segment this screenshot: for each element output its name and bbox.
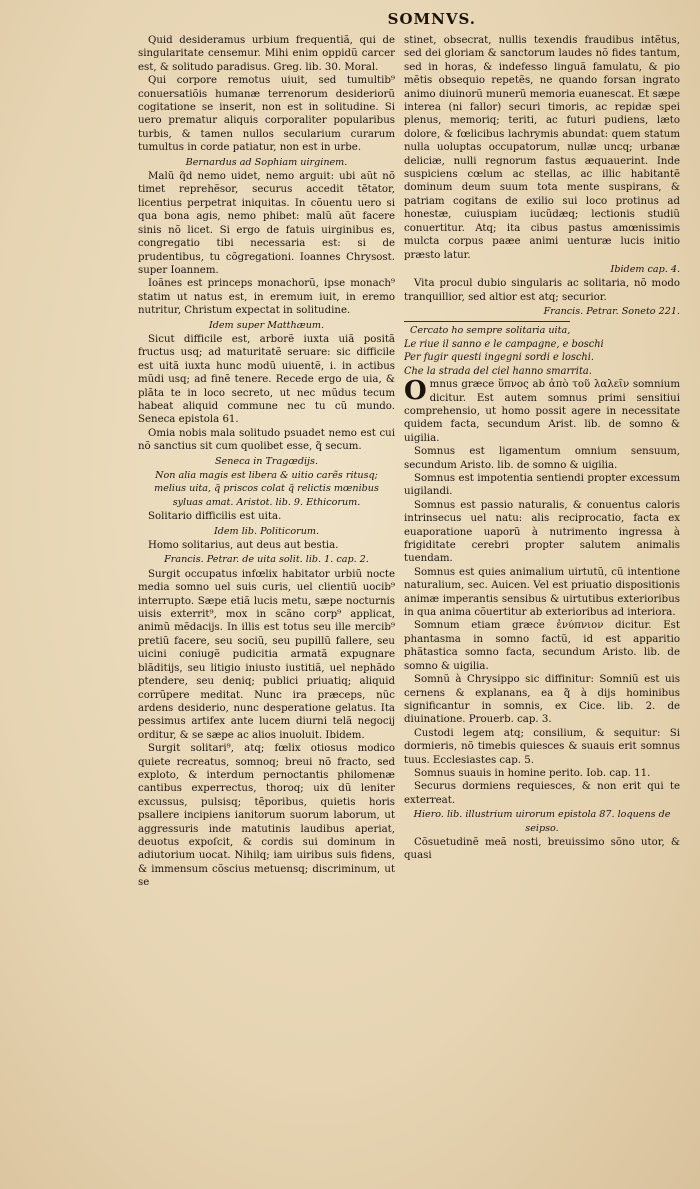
divider <box>404 321 570 322</box>
source-citation: Cercato ho sempre solitaria uita, <box>410 324 571 336</box>
paragraph: Malũ q̃d nemo uidet, nemo arguit: ubi aũt nõ timet reprehẽsor, securus accedit tẽtator, licentius perpetrat iniquitas. In cõuentu uero si qua bona agis, nemo phibet: malũ aũt facere sinis nõ licet. Si ergo de fatuis uirginibus es, congregatio tibi necessaria est: si de prudentibus, tu cõgregationi. Ioannes Chrysost. super Ioannem. <box>138 171 395 276</box>
paragraph: Somnus est impotentia sentiendi propter excessum uigilandi. <box>404 473 680 498</box>
right-column <box>404 34 680 1064</box>
paragraph-text: mnus græce ὕπνος ab ἀπὸ τοῦ λαλεῖν somnium dicitur. Est autem somnus primi sensitiui comprehensio, ut homo possit agere in necessitate quidem facta, secundum Arist. lib. de somno & uigilia. <box>404 379 680 444</box>
paragraph: Custodi legem atq; consilium, & sequitur: Si dormieris, nõ timebis quiesces & suauis erit somnus tuus. Ecclesiastes cap. 5. <box>404 727 680 766</box>
paragraph: Omia nobis mala solitudo psuadet nemo est cui nõ sanctius sit cum quolibet esse, q̃ secum. <box>138 427 395 453</box>
source-citation: Bernardus ad Sophiam uirginem. <box>185 156 348 168</box>
verse-line: Le riue il sanno e le campagne, e boschi <box>404 338 604 350</box>
source-citation: Idem lib. Politicorum. <box>213 525 320 537</box>
paragraph: Qui corpore remotus uiuit, sed tumultib⁹ conuersatiõis humanæ terrenorum desideriorũ cogitatione se inserit, non est in solitudine. Si uero prematur aliquis corporaliter popularibus turbis, & tamen nullos secularium curarum tumultus in corde patiatur, non est in urbe. <box>138 75 395 154</box>
paragraph: Somnũ à Chrysippo sic diffinitur: Somniũ est uis cernens & explanans, ea q̃ à dijs hominibus significantur in somnis, ex Cice. lib. 2. de diuinatione. Prouerb. cap. 3. <box>404 674 680 726</box>
paragraph: Vita procul dubio singularis ac solitaria, nõ modo tranquillior, sed altior est atq; securior. <box>404 278 680 303</box>
left-column <box>138 34 395 1064</box>
source-citation: Ibidem cap. 4. <box>610 263 680 275</box>
paragraph: Ioãnes est princeps monachorũ, ipse monach⁹ statim ut natus est, in eremum iuit, in eremo nutritur, Christum expectat in solitudine. <box>138 278 395 317</box>
verse-line: Che la strada del ciel hanno smarrita. <box>404 365 592 377</box>
paragraph: Somnus est quies animalium uirtutũ, cũ intentione naturalium, sec. Auicen. Vel est priuatio dispositionis animæ imperantis sensibus & uirtutibus exterioribus in qua anima cõuertitur ab exterioribus ad interiora. <box>404 566 680 619</box>
paragraph: Homo solitarius, aut deus aut bestia. <box>148 540 339 552</box>
verse-line: Per fugir questi ingegni sordi e loschi. <box>404 352 594 364</box>
page-header <box>0 8 700 32</box>
running-title: SOMNVS. <box>387 10 476 28</box>
paragraph: Somnus suauis in homine perito. Iob. cap. 11. <box>414 767 651 779</box>
paragraph: Sicut difficile est, arborẽ iuxta uiã positã fructus usq; ad maturitatẽ seruare: sic difficile est uitã iuxta hunc modũ uiuentẽ, i. in actibus mũdi usq; ad finẽ tenere. Recede ergo de uia, & plãta te in loco secreto, ut nec mũdus tecum habeat aliquid commune nec tu cũ mundo. Seneca epistola 61. <box>138 333 395 426</box>
source-citation: Non alia magis est libera & uitio carẽs ritusq; melius uita, q̃ priscos colat q̃ relictis mœnibus syluas amat. Aristot. lib. 9. Ethicorum. <box>154 470 379 508</box>
paragraph: Somnum etiam græce ἐνύπνιον dicitur. Est phantasma in somno factũ, id est apparitio phãtastica somno facta, secundum Aristo. lib. de somno & uigilia. <box>404 620 680 672</box>
source-citation: Hiero. lib. illustrium uirorum epistola 87. loquens de seipso. <box>413 809 671 834</box>
drop-capital: O <box>404 376 427 407</box>
paragraph: Cõsuetudinẽ meã nosti, breuissimo sõno utor, & quasi <box>404 836 680 862</box>
source-citation: Francis. Petrar. de uita solit. lib. 1. cap. 2. <box>164 554 369 566</box>
paragraph: Somnus est ligamentum omnium sensuum, secundum Aristo. lib. de somno & uigilia. <box>404 446 680 471</box>
source-citation: Idem super Matthæum. <box>208 319 325 331</box>
paragraph: Somnus est passio naturalis, & conuentus caloris intrinsecus uel natu: alis reciprocatio, facta ex euaporatione uaporũ à nutrimento ingressa à frigiditate cerebri propter salutem animalis tuendam. <box>404 499 680 565</box>
paragraph: Quid desideramus urbium frequentiã, qui de singularitate censemur. Mihi enim oppidũ carcer est, & solitudo paradisus. Greg. lib. 30. Moral. <box>138 35 395 73</box>
section-opening-paragraph <box>404 378 680 445</box>
paragraph: Securus dormiens requiesces, & non erit qui te exterreat. <box>404 781 680 806</box>
source-citation: Francis. Petrar. Soneto 221. <box>543 306 680 318</box>
paragraph: stinet, obsecrat, nullis texendis fraudibus intẽtus, sed dei gloriam & sanctorum laudes nõ fides tantum, sed in horas, & indefesso linguã famulatu, & pio mẽtis obsequio repetẽs, ne quando forsan ingrato animo diuinorũ munerũ memoria euanescat. Et sæpe interea (ni fallor) securi timoris, ac repidæ spei plenus, memoriq; teriti, ac futuri pudiens, læto dolore, & fœlicibus lachrymis abundat: quem statum nulla uoluptas occupatorum, nullæ uncq; urbanæ deliciæ, nulli regnorum fastus æquauerint. Inde suspiciens cœlum ac stellas, ac illic habitantẽ dominum deum suum tota mente suspirans, & patriam cogitans de exilio sui loco protinus ad honestæ, cuiuspiam iucũdæq; lectionis studiũ conuertitur. Atq; ita cibus pastus amœnissimis mulcta corpus paæe animi uenturæ lucis initio præsto latur. <box>404 35 680 261</box>
source-citation: Seneca in Tragœdijs. <box>214 455 319 467</box>
paragraph: Surgit occupatus infœlix habitator urbiũ nocte media somno uel suis curis, uel clientiũ uocib⁹ interrupto. Sæpe etiã lucis metu, sæpe nocturnis uisis exterrit⁹, mox in scãno corp⁹ applicat, animũ mẽdacijs. In illis est totus seu ille mercib⁹ pretiũ facere, seu sociũ, seu pupillũ fallere, seu uicini coniugẽ pudicitia armatã expugnare blãditijs, seu litigio iniusto iustitiã, uel nephãdo ptendere, seu deniq; publici priuatiq; aliquid corrũpere meditat. Nunc ira præceps, nũc ardens desiderio, nunc desperatione gelatus. Ita pessimus artifex ante lucem diurni telã negocij orditur, & se sæpe ac alios inuoluit. Ibidem. <box>138 568 395 741</box>
paragraph: Surgit solitari⁹, atq; fœlix otiosus modico quiete recreatus, somnoq; breui nõ fracto, sed exploto, & interdum pernoctantis philomenæ cantibus experrectus, thoroq; uix dũ leniter excussus, pulsisq; tẽporibus, quietis horis psallere incipiens ianitorum suorum laborum, ut aggressuris inde matutinis laudibus aperiat, deuotus expoſcit, & cordis sui dominum in adiutorium uocat. Nihilq; iam uiribus suis fidens, & immensum cõscius metuensq; discriminum, ut se <box>138 743 395 889</box>
paragraph: Solitario difficilis est uita. <box>148 511 282 523</box>
